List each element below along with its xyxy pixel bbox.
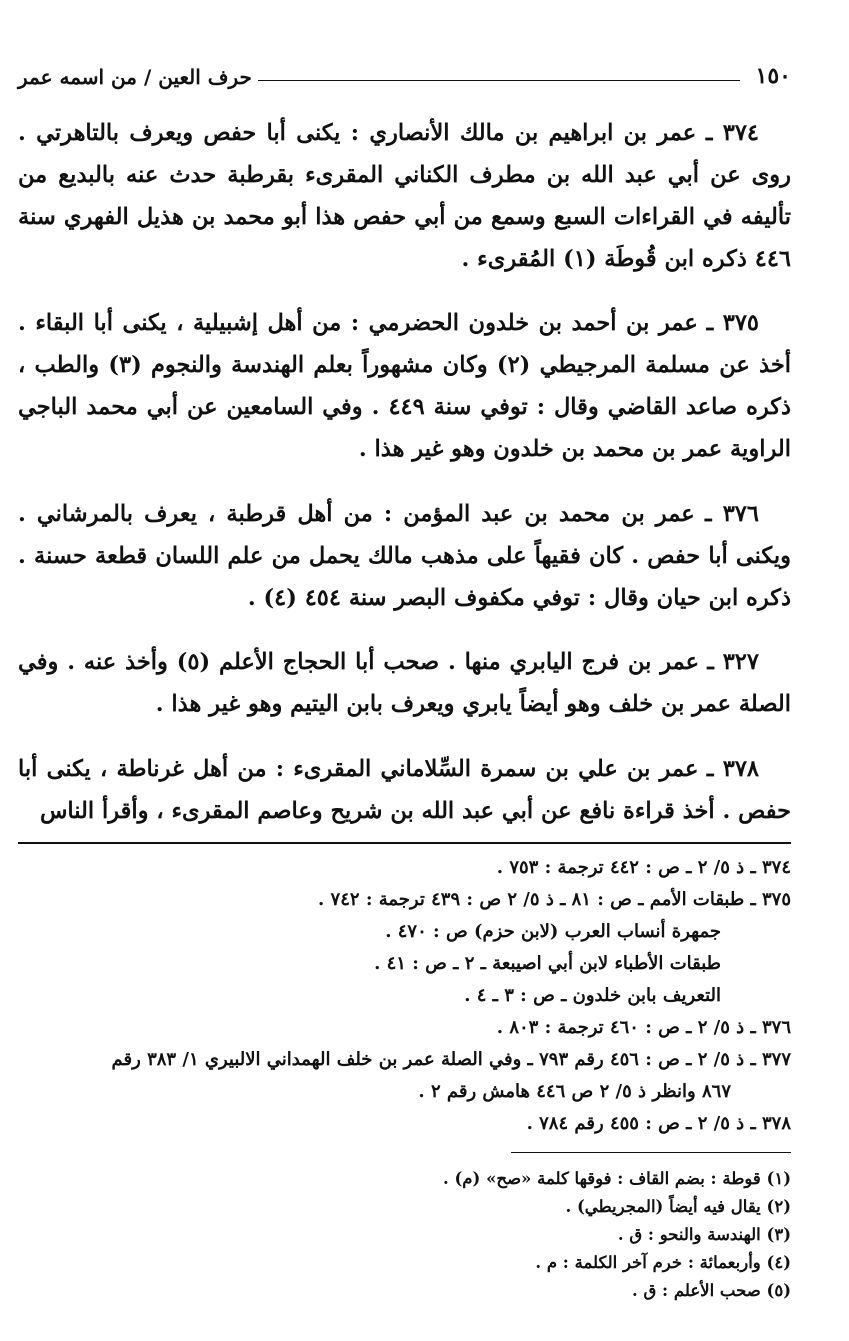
footnotes-divider bbox=[511, 1152, 791, 1153]
footnote: (٢) يقال فيه أيضاً (المجريطي) . bbox=[565, 1196, 791, 1216]
page-number: ١٥٠ bbox=[755, 63, 791, 89]
entry-text: عمر بن محمد بن عبد المؤمن : من أهل قرطبة ، يعرف بالمرشاني . ويكنى أبا حفص . كان فقيهاً على مذهب مالك يحمل من علم اللسان قطعة حسنة . ذكره ابن حيان وقال : توفي مكفوف البصر سنة ٤٥٤ (٤) . bbox=[18, 500, 791, 611]
reference-line: طبقات الأطباء لابن أبي اصيبعة ـ ٢ ـ ص : ٤١ . bbox=[374, 952, 721, 974]
entry-text: عمر بن أحمد بن خلدون الحضرمي : من أهل إشبيلية ، يكنى أبا البقاء . أخذ عن مسلمة المرجيطي (٢) وكان مشهوراً بعلم الهندسة والنجوم (٣) والطب ، ذكره صاعد القاضي وقال : توفي سنة ٤٤٩ . وفي السامعين عن أبي محمد الباجي الراوية عمر بن محمد بن خلدون وهو غير هذا . bbox=[18, 310, 791, 462]
footnote: (١) قوطة : بضم القاف : فوقها كلمة «صح» (م) . bbox=[443, 1168, 791, 1188]
biographical-entries bbox=[18, 112, 791, 832]
header-rule bbox=[258, 80, 740, 81]
entry-374 bbox=[18, 112, 791, 280]
entry-376 bbox=[18, 493, 791, 619]
entry-number: ٣٧٤ ـ bbox=[705, 119, 759, 146]
references-divider bbox=[18, 842, 791, 844]
reference-line: ٣٧٥ ـ طبقات الأمم ـ ص : ٨١ ـ ذ ٥/ ٢ ص : ٤٣٩ ترجمة : ٧٤٢ . bbox=[317, 888, 791, 910]
entry-text: عمر بن علي بن سمرة السِّلاماني المقرىء : من أهل غرناطة ، يكنى أبا حفص . أخذ قراءة نافع عن أبي عبد الله بن شريح وعاصم المقرىء ، وأقرأ الناس bbox=[18, 755, 791, 824]
entry-number: ٣٧٨ ـ bbox=[706, 755, 759, 782]
footnotes-section bbox=[18, 1165, 791, 1305]
footnote: (٤) وأربعمائة : خرم آخر الكلمة : م . bbox=[535, 1252, 791, 1272]
entry-number: ٣٧٥ ـ bbox=[706, 310, 759, 336]
entry-378 bbox=[18, 748, 791, 832]
references-section bbox=[18, 852, 791, 1140]
reference-line: ٣٧٦ ـ ذ ٥/ ٢ ـ ص : ٤٦٠ ترجمة : ٨٠٣ . bbox=[496, 1016, 791, 1038]
reference-line: ٣٧٤ ـ ذ ٥/ ٢ ـ ص : ٤٤٢ ترجمة : ٧٥٣ . bbox=[496, 856, 791, 878]
entry-text: عمر بن ابراهيم بن مالك الأنصاري : يكنى أبا حفص ويعرف بالتاهرتي . روى عن أبي عبد الله بن مطرف الكناني المقرىء بقرطبة حدث عنه بالبديع من تأليفه في القراءات السبع وسمع من أبي حفص هذا أبو محمد بن هذيل الفهري سنة ٤٤٦ ذكره ابن قُوطَة (١) المُقرىء . bbox=[18, 119, 791, 272]
page-header bbox=[18, 55, 791, 89]
entry-number: ٣٢٧ ـ bbox=[707, 649, 759, 675]
reference-line: جمهرة أنساب العرب (لابن حزم) ص : ٤٧٠ . bbox=[385, 920, 721, 942]
entry-number: ٣٧٦ ـ bbox=[705, 500, 759, 527]
footnote: (٣) الهندسة والنحو : ق . bbox=[617, 1224, 791, 1244]
book-page bbox=[18, 55, 791, 1305]
reference-line: ٣٧٨ ـ ذ ٥/ ٢ ـ ص : ٤٥٥ رقم ٧٨٤ . bbox=[526, 1112, 791, 1134]
reference-line: ٣٧٧ ـ ذ ٥/ ٢ ـ ص : ٤٥٦ رقم ٧٩٣ ـ وفي الصلة عمر بن خلف الهمداني الالبيري ١/ ٣٨٣ رقم bbox=[111, 1048, 791, 1070]
entry-text: عمر بن فرج اليابري منها . صحب أبا الحجاج الأعلم (٥) وأخذ عنه . وفي الصلة عمر بن خلف وهو أيضاً يابري ويعرف بابن اليتيم وهو غير هذا . bbox=[18, 649, 791, 717]
entry-375 bbox=[18, 302, 791, 470]
running-title: حرف العين / من اسمه عمر bbox=[18, 65, 252, 89]
entry-377 bbox=[18, 641, 791, 725]
reference-line: التعريف بابن خلدون ـ ص : ٣ ـ ٤ . bbox=[464, 984, 721, 1006]
footnote: (٥) صحب الأعلم : ق . bbox=[632, 1280, 791, 1300]
reference-line: ٨٦٧ وانظر ذ ٥/ ٢ ص ٤٤٦ هامش رقم ٢ . bbox=[418, 1080, 731, 1102]
